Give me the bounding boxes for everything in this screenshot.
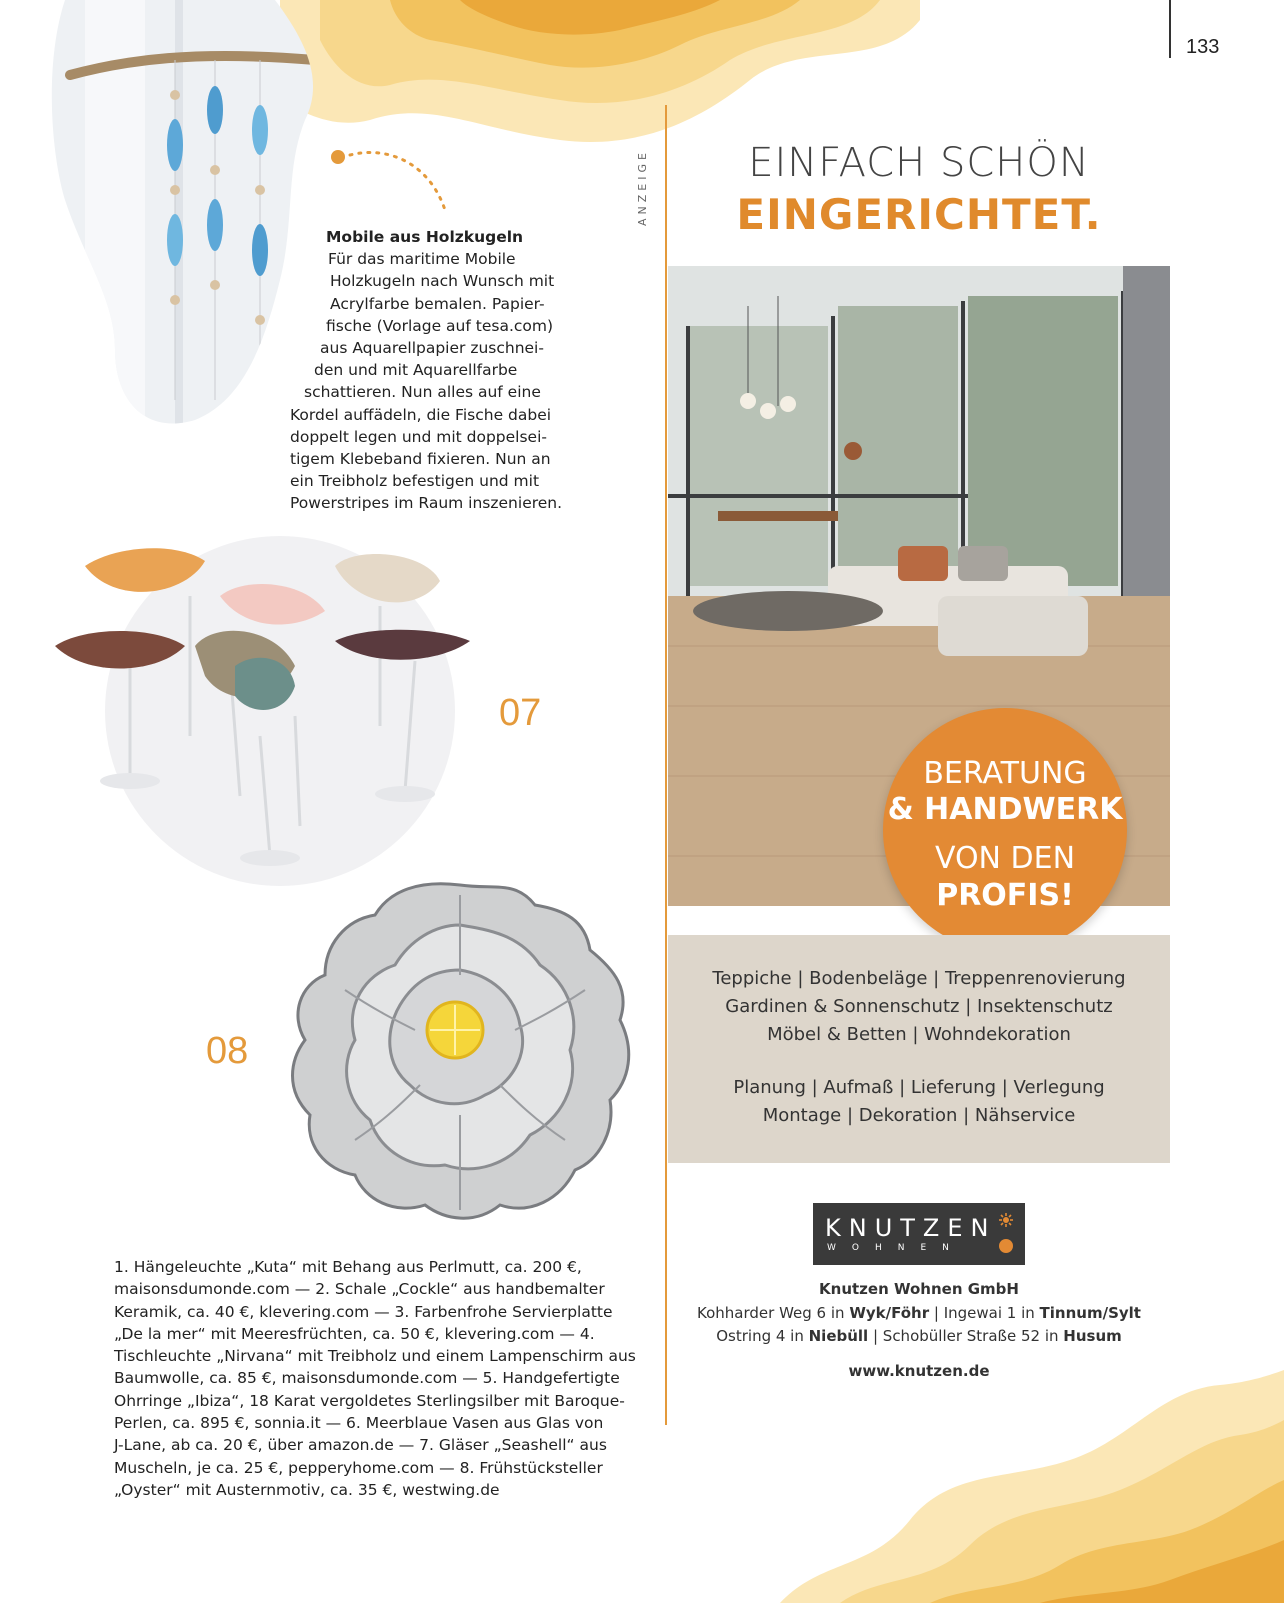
oyster-plate-photo bbox=[285, 880, 635, 1225]
decorative-wave-top bbox=[280, 0, 920, 150]
ad-divider bbox=[665, 105, 667, 1425]
item-number-08: 08 bbox=[206, 1030, 249, 1072]
credits-line: „De la mer“ mit Meeresfrüchten, ca. 50 €, klevering.com — 4. bbox=[114, 1324, 595, 1343]
credits-line: Tischleuchte „Nirvana“ mit Treibholz und einem Lampenschirm aus bbox=[114, 1347, 636, 1366]
badge-line: VON DEN bbox=[934, 841, 1076, 876]
credits-line: „Oyster“ mit Austernmotiv, ca. 35 €, westwing.de bbox=[114, 1480, 500, 1499]
decorative-wave-bottom bbox=[780, 1370, 1284, 1603]
seashell-glasses-photo bbox=[55, 536, 475, 886]
company-name: Knutzen Wohnen GmbH bbox=[819, 1280, 1019, 1298]
badge-line: PROFIS! bbox=[936, 878, 1074, 913]
credits-line: Ohrringe „Ibiza“, 18 Karat vergoldetes Sterlingsilber mit Baroque- bbox=[114, 1391, 625, 1410]
mobile-photo bbox=[45, 0, 320, 425]
mobile-line: Für das maritime Mobile bbox=[328, 250, 516, 269]
ad-label-text: ANZEIGE bbox=[636, 149, 649, 226]
address-text: Kohharder Weg 6 in bbox=[697, 1304, 850, 1322]
services-line: Planung | Aufmaß | Lieferung | Verlegung bbox=[733, 1077, 1105, 1098]
address-city: Tinnum/Sylt bbox=[1039, 1304, 1141, 1322]
services-line: Montage | Dekoration | Nähservice bbox=[762, 1105, 1076, 1126]
mobile-line: fische (Vorlage auf tesa.com) bbox=[326, 316, 554, 335]
dotted-arrow-decoration bbox=[330, 145, 460, 215]
address-city: Niebüll bbox=[808, 1327, 869, 1345]
mobile-line: Acrylfarbe bemalen. Papier- bbox=[330, 294, 545, 313]
credits-line: J-Lane, ab ca. 20 €, über amazon.de — 7. Gläser „Seashell“ aus bbox=[114, 1436, 607, 1455]
address-line-1 bbox=[668, 1304, 1170, 1322]
credits-line: Perlen, ca. 895 €, sonnia.it — 6. Meerblaue Vasen aus Glas von bbox=[114, 1414, 604, 1433]
services-line: Gardinen & Sonnenschutz | Insektenschutz bbox=[725, 996, 1113, 1017]
page-number-rule bbox=[1169, 0, 1171, 58]
badge-line: & HANDWERK bbox=[887, 792, 1123, 827]
ad-badge bbox=[883, 708, 1127, 952]
credits-line: maisonsdumonde.com — 2. Schale „Cockle“ aus handbemalter bbox=[114, 1280, 605, 1299]
credits-line: Muscheln, je ca. 25 €, pepperyhome.com — 8. Frühstücksteller bbox=[114, 1458, 603, 1477]
services-line: Möbel & Betten | Wohndekoration bbox=[767, 1024, 1071, 1045]
mobile-line: Holzkugeln nach Wunsch mit bbox=[330, 272, 555, 291]
address-line-2 bbox=[668, 1327, 1170, 1345]
services-box bbox=[668, 935, 1170, 1163]
mobile-title: Mobile aus Holzkugeln bbox=[326, 228, 524, 246]
mobile-line: Kordel auffädeln, die Fische dabei bbox=[290, 405, 552, 424]
item-number-07: 07 bbox=[499, 692, 542, 734]
address-city: Husum bbox=[1063, 1327, 1122, 1345]
address-city: Wyk/Föhr bbox=[849, 1304, 930, 1322]
product-credits bbox=[114, 1256, 634, 1501]
knutzen-logo bbox=[813, 1203, 1025, 1265]
badge-line: BERATUNG bbox=[923, 756, 1087, 791]
mobile-line: Powerstripes im Raum inszenieren. bbox=[290, 494, 563, 513]
mobile-line: tigem Klebeband fixieren. Nun an bbox=[290, 450, 551, 469]
dot-icon bbox=[999, 1239, 1013, 1253]
logo-subword: WOHNEN bbox=[827, 1243, 965, 1253]
credits-line: Baumwolle, ca. 85 €, maisonsdumonde.com — 5. Handgefertigte bbox=[114, 1369, 620, 1388]
services-line: Teppiche | Bodenbeläge | Treppenrenovierung bbox=[712, 968, 1126, 989]
address-text: | Schobüller Straße 52 in bbox=[868, 1327, 1064, 1345]
address-text: Ostring 4 in bbox=[716, 1327, 809, 1345]
website-link[interactable]: www.knutzen.de bbox=[848, 1362, 990, 1380]
logo-word: KNUTZEN bbox=[825, 1214, 997, 1242]
mobile-line: ein Treibholz befestigen und mit bbox=[290, 472, 540, 491]
ad-headline: EINFACH SCHÖN bbox=[748, 140, 1090, 186]
mobile-line: aus Aquarellpapier zuschnei- bbox=[320, 339, 544, 358]
mobile-line: doppelt legen und mit doppelsei- bbox=[290, 427, 547, 446]
mobile-description bbox=[290, 226, 590, 515]
ad-label bbox=[632, 150, 662, 230]
credits-line: 1. Hängeleuchte „Kuta“ mit Behang aus Perlmutt, ca. 200 €, bbox=[114, 1258, 582, 1276]
page-number: 133 bbox=[1186, 36, 1220, 58]
credits-line: Keramik, ca. 40 €, klevering.com — 3. Farbenfrohe Servierplatte bbox=[114, 1302, 613, 1321]
ad-headline-emphasis: EINGERICHTET. bbox=[736, 190, 1102, 239]
address-text: | Ingewai 1 in bbox=[929, 1304, 1040, 1322]
mobile-line: den und mit Aquarellfarbe bbox=[314, 361, 518, 380]
mobile-line: schattieren. Nun alles auf eine bbox=[304, 383, 541, 402]
sun-icon bbox=[999, 1213, 1013, 1227]
